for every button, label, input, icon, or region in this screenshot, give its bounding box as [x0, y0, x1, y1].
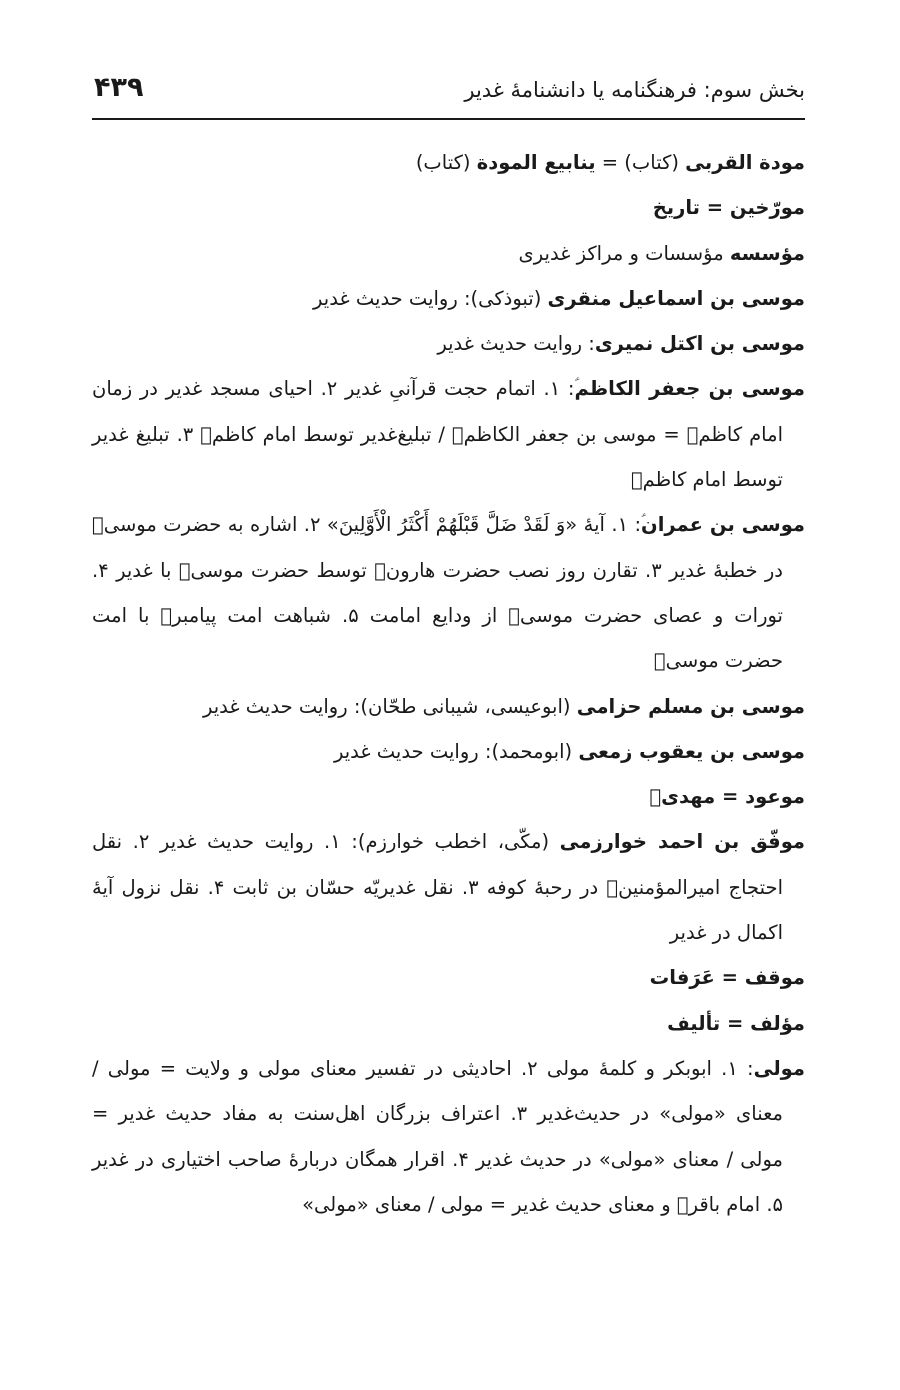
running-title: بخش سوم: فرهنگنامه یا دانشنامهٔ غدیر	[464, 78, 805, 102]
entry-term: مؤلف = تألیف	[667, 1011, 805, 1035]
entry-text-secondary: (کتاب)	[415, 151, 477, 174]
index-entry	[92, 231, 805, 276]
index-entry	[92, 1046, 805, 1227]
entry-text: مؤسسات و مراکز غدیری	[518, 241, 730, 265]
entry-term: مؤسسه	[729, 241, 805, 265]
entry-term: موسی بن اکتل نمیری	[594, 332, 805, 356]
entry-term: موسی بن اسماعیل منقری	[547, 286, 805, 310]
entry-text: ؑ: ۱. آیهٔ «وَ لَقَدْ ضَلَّ قَبْلَهُمْ أَكْثَرُ الْأَوَّلِينَ» ۲. اشاره به حضرت موسیؑ در خطبهٔ غدیر ۳. تقارن روز نصب حضرت هارونؑ توسط حضرت موسیؑ با غدیر ۴. تورات و عصای حضرت موسیؑ از ودایع امامت ۵. شباهت امت پیامبرﷺ با امت حضرت موسیؑ	[92, 513, 783, 673]
entry-term-secondary: ینابیع المودة	[476, 151, 596, 174]
entry-text: ؑ: ۱. اتمام حجت قرآنیِ غدیر ۲. احیای مسجد غدیر در زمان امام کاظمؑ = موسی بن جعفر الکاظمؑ / تبلیغ‌غدیر توسط امام کاظمؑ ۳. تبلیغ غدیر توسط امام کاظمؑ	[92, 377, 783, 492]
entry-term: موعود = مهدیؑ	[649, 785, 805, 809]
index-entry	[92, 684, 805, 729]
entry-text: (ابوعیسی، شیبانی طحّان): روایت حدیث غدیر	[202, 694, 577, 718]
entry-term: موفّق بن احمد خوارزمی	[559, 830, 805, 854]
index-entry	[92, 140, 805, 185]
entry-text: (ابومحمد): روایت حدیث غدیر	[333, 739, 579, 763]
index-entry	[92, 366, 805, 502]
index-entry	[92, 955, 805, 1000]
index-entry	[92, 502, 805, 683]
entry-term: موسی بن مسلم حزامی	[576, 694, 805, 718]
entry-term: مورّخین = تاریخ	[652, 196, 805, 220]
entry-text: : روایت حدیث غدیر	[437, 332, 595, 356]
index-entry	[92, 276, 805, 321]
entry-text: (مکّی، اخطب خوارزم): ۱. روایت حدیث غدیر ۲. نقل احتجاج امیرالمؤمنینؑ در رحبهٔ کوفه ۳. نقل غدیریّه حسّان بن ثابت ۴. نقل نزول آیهٔ اکمال در غدیر	[92, 830, 783, 945]
index-entry	[92, 729, 805, 774]
entry-text: : ۱. ابوبکر و کلمهٔ مولی ۲. احادیثی در تفسیر معنای مولی و ولایت = مولی / معنای «مولی» در حدیث‌غدیر ۳. اعتراف بزرگان اهل‌سنت به مفاد حدیث غدیر = مولی / معنای «مولی» در حدیث غدیر ۴. اقرار همگان دربارهٔ صاحب اختیاری در غدیر ۵. امام باقرؑ و معنای حدیث غدیر = مولی / معنای «مولی»	[92, 1056, 783, 1216]
index-entry	[92, 819, 805, 955]
entry-term: مولی	[753, 1056, 805, 1080]
entry-text: (کتاب) =	[595, 151, 686, 174]
entry-term: موسی بن یعقوب زمعی	[578, 739, 805, 763]
entry-text: (تبوذکی): روایت حدیث غدیر	[313, 286, 548, 310]
entry-term: موسی بن عمران	[641, 513, 805, 537]
entry-term: موسی بن جعفر الکاظم	[574, 377, 805, 401]
index-entry	[92, 1001, 805, 1046]
index-entry	[92, 774, 805, 819]
index-entry	[92, 321, 805, 366]
index-entry	[92, 185, 805, 230]
page-body	[92, 140, 805, 1227]
page-header	[92, 66, 805, 120]
page-number: ۴۳۹	[94, 72, 144, 103]
entry-term: مودة القربی	[685, 151, 805, 174]
entry-term: موقف = عَرَفات	[649, 966, 805, 990]
